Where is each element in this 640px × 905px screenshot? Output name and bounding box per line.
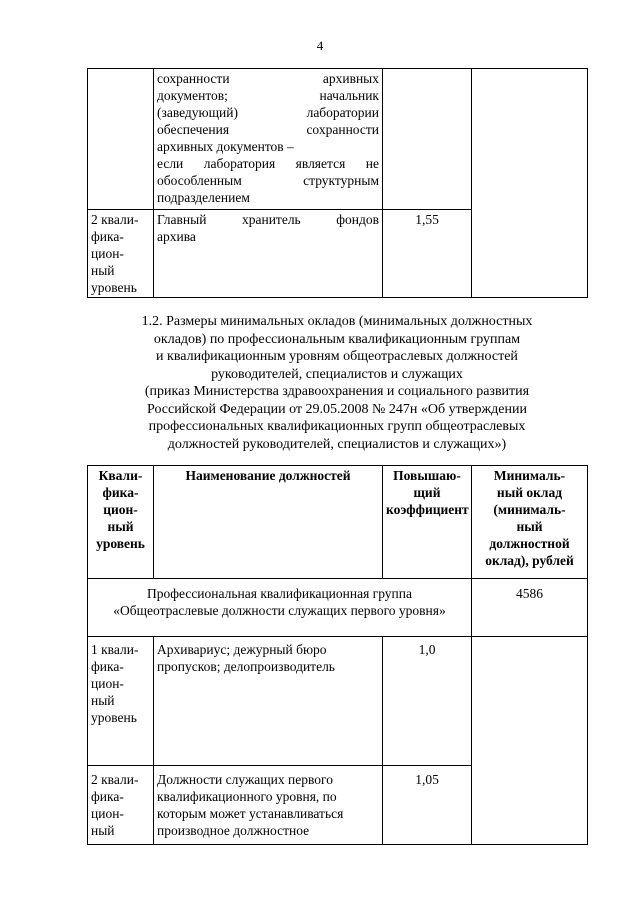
- position-line: сохранности архивных: [157, 71, 379, 86]
- level-line: ный: [91, 693, 115, 708]
- position-line: пропусков; делопроизводитель: [157, 659, 335, 674]
- position-line: документов; начальник: [157, 88, 379, 103]
- position-line: Главный хранитель фондов: [157, 212, 379, 227]
- salary-cell: 4586: [472, 579, 588, 637]
- group-row: [88, 579, 588, 637]
- level-cell: [88, 637, 154, 766]
- level-line: 2 квали-: [91, 212, 139, 227]
- header-line: ный оклад: [496, 485, 563, 500]
- table-cell: [88, 69, 154, 210]
- level-header: [88, 466, 154, 579]
- position-header: Наименование должностей: [154, 466, 383, 579]
- header-line: коэффициент: [386, 502, 469, 517]
- position-line: обособленным структурным: [157, 173, 379, 188]
- continued-table: [87, 68, 588, 298]
- salary-table: [87, 465, 588, 845]
- header-line: Минималь-: [493, 468, 566, 483]
- position-line: обеспечения сохранности: [157, 122, 379, 137]
- level-line: уровень: [91, 710, 137, 725]
- level-line: ный: [91, 823, 115, 838]
- level-line: 2 квали-: [91, 772, 139, 787]
- group-line: Профессиональная квалификационная группа: [147, 586, 412, 601]
- position-line: которым может устанавливаться: [157, 806, 344, 821]
- level-line: 1 квали-: [91, 642, 139, 657]
- position-line: Должности служащих первого: [157, 772, 333, 787]
- header-line: фика-: [102, 485, 139, 500]
- level-cell: [88, 210, 154, 298]
- heading-line: 1.2. Размеры минимальных окладов (минимальных должностных: [141, 314, 533, 329]
- coefficient-cell: 1,05: [383, 766, 472, 845]
- level-line: фика-: [91, 229, 124, 244]
- header-line: Квали-: [98, 468, 143, 483]
- header-line: ный: [516, 519, 543, 534]
- heading-line: руководителей, специалистов и служащих: [211, 366, 463, 382]
- salary-header: [472, 466, 588, 579]
- header-line: Повышаю-: [393, 468, 461, 483]
- header-line: щий: [413, 485, 441, 500]
- heading-line: должностей руководителей, специалистов и служащих»): [167, 436, 507, 452]
- header-line: должностной: [489, 536, 570, 551]
- table-row: [88, 69, 588, 210]
- header-row: [88, 466, 588, 579]
- position-line: если лаборатория является не: [157, 156, 379, 171]
- position-line: Архивариус; дежурный бюро: [157, 642, 327, 657]
- group-line: «Общеотраслевые должности служащих первого уровня»: [113, 603, 446, 618]
- header-line: цион-: [103, 502, 138, 517]
- heading-line: профессиональных квалификационных групп общеотраслевых: [148, 419, 526, 434]
- header-line: оклад), рублей: [485, 553, 574, 568]
- level-line: фика-: [91, 659, 124, 674]
- coefficient-header: [383, 466, 472, 579]
- group-cell: [88, 579, 472, 637]
- level-line: цион-: [91, 806, 124, 821]
- level-line: ный: [91, 263, 115, 278]
- table-cell: [472, 69, 588, 298]
- level-cell: [88, 766, 154, 845]
- coefficient-cell: 1,0: [383, 637, 472, 766]
- level-line: цион-: [91, 676, 124, 691]
- table-cell: [472, 637, 588, 845]
- level-line: уровень: [91, 280, 137, 295]
- position-cell: [154, 69, 383, 210]
- position-line: квалификационного уровня, по: [157, 789, 337, 804]
- position-cell: [154, 210, 383, 298]
- heading-line: и квалификационным уровням общеотраслевых должностей: [156, 349, 518, 364]
- page-number: 4: [316, 38, 324, 53]
- position-line: архива: [157, 229, 196, 244]
- heading-line: (приказ Министерства здравоохранения и социального развития: [144, 384, 530, 399]
- position-cell: [154, 637, 383, 766]
- header-line: ный: [107, 519, 134, 534]
- section-heading: [87, 313, 587, 453]
- header-line: уровень: [96, 536, 145, 551]
- table-cell: [383, 69, 472, 210]
- position-line: подразделением: [157, 190, 250, 205]
- heading-line: окладов) по профессиональным квалификационным группам: [153, 331, 521, 347]
- level-line: фика-: [91, 789, 124, 804]
- level-line: цион-: [91, 246, 124, 261]
- position-cell: [154, 766, 383, 845]
- position-line: архивных документов –: [157, 139, 294, 154]
- position-line: (заведующий) лаборатории: [157, 105, 379, 120]
- table-row: [88, 637, 588, 766]
- header-line: (минималь-: [493, 502, 566, 517]
- coefficient-cell: 1,55: [383, 210, 472, 298]
- position-line: производное должностное: [157, 823, 310, 838]
- heading-line: Российской Федерации от 29.05.2008 № 247н «Об утверждении: [147, 401, 527, 417]
